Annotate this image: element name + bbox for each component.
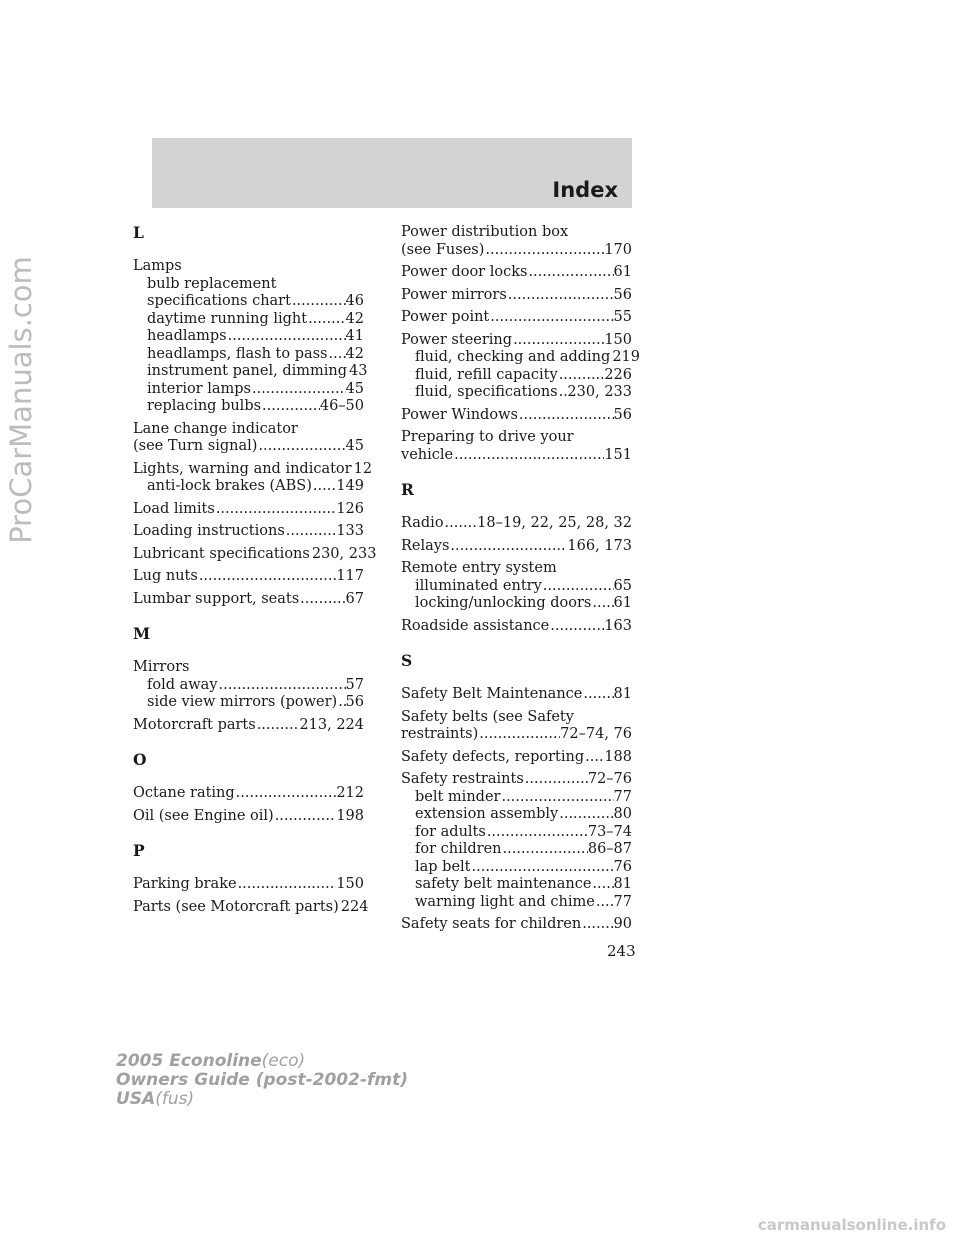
index-subentry [401,894,632,912]
entry-text: Safety defects, reporting [401,748,585,765]
entry-text: Lug nuts [133,568,198,584]
leader-dots [291,293,346,311]
leader-dots [591,595,613,613]
index-entry [401,749,632,767]
index-entry [401,686,632,704]
entry-text: Power Windows [401,406,518,423]
index-subentry [401,789,632,807]
entry-page-ref: 126 [336,500,364,517]
footer-model-tag: (eco) [261,1051,306,1071]
leader-dots [237,876,337,894]
index-subentry [401,841,632,859]
entry-page-ref: 219 [612,349,640,365]
index-entry [401,287,632,305]
side-watermark: ProCarManuals.com [4,256,38,544]
index-entry-line [401,264,632,282]
entry-page-ref: 80 [613,806,632,822]
entry-page-ref: 226 [604,366,632,383]
index-subentry [401,367,632,385]
entry-text: locking/unlocking doors [415,595,592,611]
index-entry-line [133,421,364,439]
leader-dots [512,332,604,350]
entry-page-ref: 41 [345,328,364,344]
entry-text: Remote entry system [401,560,557,576]
leader-dots [558,367,605,385]
footer-region-tag: (fus) [155,1089,195,1109]
index-entry-line [401,749,632,767]
index-letter-heading: O [133,750,147,769]
entry-text: illuminated entry [415,577,542,594]
leader-dots [500,789,613,807]
index-entry-line [401,429,632,447]
entry-text: lap belt [415,858,471,875]
index-letter-heading: L [133,223,144,242]
leader-dots [584,749,604,767]
leader-dots [549,618,604,636]
index-entry-line [401,224,632,242]
entry-page-ref: 77 [613,788,632,805]
entry-page-ref: 230, 233 [567,384,632,400]
index-subentry [401,595,632,613]
index-entry-line [133,717,364,735]
index-subentry [401,578,632,596]
index-subentry [133,328,364,346]
entry-page-ref: 170 [604,241,632,258]
entry-text: for children [415,841,502,857]
index-entry [133,659,364,712]
leader-dots [218,677,346,695]
leader-dots [595,894,614,912]
entry-text: Load limits [133,500,215,517]
leader-dots [337,694,345,712]
leader-dots [235,785,337,803]
entry-page-ref: 12 [353,460,373,477]
leader-dots [502,841,588,859]
entry-text: (see Fuses) [401,241,485,258]
entry-page-ref: 42 [345,345,364,362]
entry-page-ref: 150 [336,876,364,892]
entry-text: Power door locks [401,264,528,280]
page-number: 243 [607,942,636,960]
leader-dots [591,876,613,894]
entry-page-ref: 81 [613,686,632,702]
bottom-watermark: carmanualsonline.info [757,1216,946,1234]
index-letter-heading: P [133,841,145,860]
entry-text: daytime running light [147,310,308,327]
entry-text: extension assembly [415,806,559,822]
index-subentry [133,311,364,329]
entry-page-ref: 61 [613,595,632,611]
leader-dots [261,398,320,416]
index-entry [401,618,632,636]
index-entry [401,515,632,533]
entry-page-ref: 166, 173 [567,537,632,554]
index-entry-line [133,545,377,564]
index-entry-line [401,538,632,556]
index-entry [401,560,632,613]
index-entry [401,224,632,259]
index-subentry [401,824,632,842]
index-entry-line [401,287,632,305]
index-subentry [133,398,364,416]
entry-text: Lane change indicator [133,420,298,437]
entry-text: replacing bulbs [147,398,262,414]
entry-page-ref: 76 [613,858,632,875]
entry-text: headlamps, flash to pass [147,345,328,362]
leader-dots [453,447,604,465]
leader-dots [312,478,336,496]
entry-text: Power steering [401,331,513,348]
entry-page-ref: 230, 233 [311,545,377,562]
entry-text: belt minder [415,788,501,805]
section-title: Index [552,178,618,202]
index-entry-line [401,309,632,327]
index-entry [133,545,377,564]
index-letter-heading: S [401,651,413,670]
leader-dots [507,287,614,305]
entry-page-ref: 42 [345,310,364,327]
index-entry [401,407,632,425]
entry-page-ref: 57 [345,676,364,693]
index-entry-line [401,560,632,578]
index-entry [133,898,369,917]
entry-text: Roadside assistance [401,617,550,634]
index-entry-line [401,686,632,704]
index-entry-line [133,258,364,276]
entry-page-ref: 46–50 [319,398,364,414]
leader-dots [227,328,346,346]
entry-page-ref: 65 [613,577,632,594]
entry-text: warning light and chime [415,893,595,910]
entry-page-ref: 117 [336,568,364,584]
entry-text: Power point [401,309,490,325]
index-entry [401,331,640,402]
index-entry-line [401,618,632,636]
index-subentry [133,363,368,381]
index-entry-line [133,568,364,586]
entry-text: Lumbar support, seats [133,590,300,607]
leader-dots [257,438,345,456]
entry-page-ref: 46 [345,293,364,309]
entry-text: fluid, checking and adding [415,349,611,365]
leader-dots [449,538,567,556]
index-entry [401,771,632,911]
entry-page-ref: 72–76 [587,771,632,787]
leader-dots [489,309,613,327]
leader-dots [198,568,337,586]
entry-text: safety belt maintenance [415,876,592,892]
index-subentry [401,806,632,824]
leader-dots [518,407,614,425]
entry-page-ref: 86–87 [587,841,632,857]
entry-text: Safety Belt Maintenance [401,686,583,702]
index-entry-line [133,438,364,456]
entry-text: Oil (see Engine oil) [133,807,274,824]
entry-text: Relays [401,537,450,554]
entry-text: Parking brake [133,876,237,892]
index-entry [133,421,364,456]
entry-page-ref: 81 [613,876,632,892]
index-subentry [133,276,364,294]
entry-page-ref: 133 [336,523,364,539]
entry-text: specifications chart [147,293,291,309]
leader-dots [478,726,560,744]
index-subentry [401,859,632,877]
entry-text: side view mirrors (power) [147,694,338,710]
entry-text: Motorcraft parts [133,716,256,733]
entry-page-ref: 56 [613,286,632,303]
entry-text: Octane rating [133,785,235,801]
entry-page-ref: 72–74, 76 [560,726,632,742]
entry-page-ref: 213, 224 [299,716,364,733]
footer-model: 2005 Econoline [116,1051,262,1071]
entry-page-ref: 67 [345,590,364,607]
entry-page-ref: 188 [604,748,632,765]
index-entry-line [133,460,373,479]
leader-dots [486,824,588,842]
entry-text: Power mirrors [401,286,507,303]
leader-dots [471,859,614,877]
index-entry [133,717,364,735]
entry-text: Loading instructions [133,523,285,539]
entry-text: interior lamps [147,380,251,397]
index-entry-line [401,916,632,934]
entry-text: Power distribution box [401,224,569,240]
section-header-band [152,138,632,208]
entry-text: headlamps [147,328,227,344]
leader-dots [542,578,614,596]
entry-page-ref: 61 [613,264,632,280]
index-entry-line [133,659,364,677]
index-entry-line [133,591,364,609]
leader-dots [524,771,588,789]
index-entry-line [401,709,632,727]
entry-text: for adults [415,823,486,840]
index-entry [133,568,364,586]
entry-page-ref: 45 [345,380,364,397]
section-gap [133,830,364,842]
entry-text: Safety seats for children [401,916,582,932]
entry-text: fold away [147,676,218,693]
section-gap [133,739,364,751]
index-entry [133,258,368,416]
index-subentry [133,478,364,496]
index-entry [401,309,632,327]
entry-text: vehicle [401,446,454,463]
index-subentry [133,293,364,311]
leader-dots [299,591,345,609]
entry-text: Preparing to drive your [401,429,574,445]
index-entry-line [133,808,364,826]
entry-text: Radio [401,515,444,531]
leader-dots [274,808,337,826]
entry-page-ref: 56 [345,694,364,710]
index-entry-line [133,785,364,803]
footer-guide: Owners Guide (post-2002-fmt) [116,1070,409,1090]
index-entry-line [401,407,632,425]
entry-text: Safety restraints [401,771,524,787]
index-entry-line [401,332,632,350]
index-entry [133,501,364,519]
entry-text: Lubricant specifications [133,545,310,562]
entry-page-ref: 43 [349,363,368,379]
entry-page-ref: 149 [336,478,364,494]
leader-dots [251,381,346,399]
leader-dots [484,242,604,260]
index-entry [401,264,632,282]
index-letter-heading: M [133,624,151,643]
entry-page-ref: 198 [336,807,364,824]
entry-page-ref: 55 [613,309,632,325]
index-entry-line [133,501,364,519]
section-gap [401,640,632,652]
leader-dots [328,346,346,364]
index-entry-line [401,242,632,260]
index-entry-line [401,515,632,533]
entry-page-ref: 212 [336,785,364,801]
section-gap [401,469,632,481]
index-column-right [401,224,640,939]
entry-page-ref: 151 [604,446,632,463]
entry-page-ref: 18–19, 22, 25, 28, 32 [477,515,632,531]
index-subentry [133,677,364,695]
entry-text: fluid, refill capacity [415,366,558,383]
entry-page-ref: 150 [604,331,632,348]
index-subentry [401,384,632,402]
entry-text: Mirrors [133,659,190,675]
index-entry-line [401,447,632,465]
index-entry-line [133,523,364,541]
index-entry [401,916,632,934]
footer-region: USA [116,1089,156,1109]
index-entry [133,460,373,496]
entry-page-ref: 45 [345,438,364,454]
index-entry-line [401,726,632,744]
index-subentry [133,381,364,399]
leader-dots [215,501,336,519]
entry-text: instrument panel, dimming [147,363,347,379]
leader-dots [582,686,613,704]
leader-dots [581,916,613,934]
leader-dots [256,717,300,735]
section-gap [133,613,364,625]
entry-page-ref: 90 [613,916,632,932]
entry-text: bulb replacement [147,275,277,292]
index-entry-line [401,771,632,789]
leader-dots [307,311,345,329]
index-letter-heading: R [401,480,414,499]
index-subentry [401,876,632,894]
index-entry [401,709,632,744]
index-subentry [401,349,640,367]
entry-text: Parts (see Motorcraft parts) [133,898,339,915]
entry-page-ref: 224 [340,898,369,915]
index-entry [401,538,632,556]
index-entry [133,876,364,894]
entry-text: Safety belts (see Safety [401,708,574,725]
document-footer [116,1052,408,1109]
entry-text: Lights, warning and indicator [133,460,352,477]
leader-dots [558,384,568,402]
entry-text: (see Turn signal) [133,438,258,454]
entry-page-ref: 77 [613,893,632,910]
leader-dots [444,515,478,533]
index-subentry [133,346,364,364]
entry-text: anti-lock brakes (ABS) [147,478,312,494]
index-entry [133,523,364,541]
leader-dots [527,264,613,282]
index-entry [401,429,632,464]
leader-dots [285,523,337,541]
index-subentry [133,694,364,712]
entry-page-ref: 56 [613,406,632,423]
entry-text: restraints) [401,726,479,742]
leader-dots [558,806,613,824]
index-entry-line [133,898,369,917]
index-entry [133,808,364,826]
index-column-left [133,223,377,921]
entry-page-ref: 163 [604,617,632,634]
entry-text: fluid, specifications [415,384,558,400]
entry-page-ref: 73–74 [587,823,632,840]
entry-text: Lamps [133,258,182,274]
index-entry [133,785,364,803]
index-entry-line [133,876,364,894]
index-entry [133,591,364,609]
